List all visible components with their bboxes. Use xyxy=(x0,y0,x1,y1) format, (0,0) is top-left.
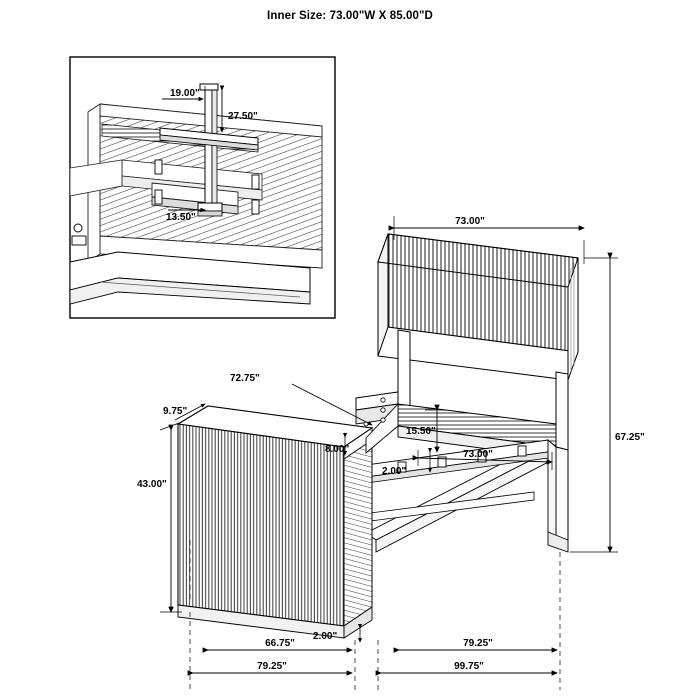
label-headboard-clearance: 15.50" xyxy=(406,426,436,437)
footboard xyxy=(178,406,372,638)
label-overall-height: 67.25" xyxy=(615,432,645,443)
label-deck-height: 8.00" xyxy=(325,444,350,455)
label-rail-inner-width: 73.00" xyxy=(463,449,493,460)
label-footboard-height: 43.00" xyxy=(137,479,167,490)
label-footboard-length: 72.75" xyxy=(230,373,260,384)
dim-overall-height xyxy=(570,258,645,552)
label-rail-thickness: 2.00" xyxy=(313,631,338,642)
label-side-rail-length: 79.25" xyxy=(463,638,493,649)
label-overall-depth: 99.75" xyxy=(454,661,484,672)
dim-footboard-height xyxy=(137,422,182,612)
label-inset-27-5: 27.50" xyxy=(228,111,258,122)
label-footboard-overall-width: 79.25" xyxy=(257,661,287,672)
page-title: Inner Size: 73.00"W X 85.00"D xyxy=(267,10,433,22)
label-footboard-base-width: 66.75" xyxy=(265,638,295,649)
dim-side-rail-length xyxy=(399,638,557,650)
rear-post xyxy=(548,440,568,552)
label-footboard-depth: 9.75" xyxy=(163,406,188,417)
dim-overall-depth xyxy=(381,661,557,673)
label-headboard-width-top: 73.00" xyxy=(455,216,485,227)
label-inset-13-5: 13.50" xyxy=(166,212,196,223)
dim-footboard-overall-width xyxy=(193,661,352,673)
label-inset-19: 19.00" xyxy=(170,88,200,99)
label-slat-thickness: 2.00" xyxy=(382,466,407,477)
inset-detail-group xyxy=(70,57,335,318)
